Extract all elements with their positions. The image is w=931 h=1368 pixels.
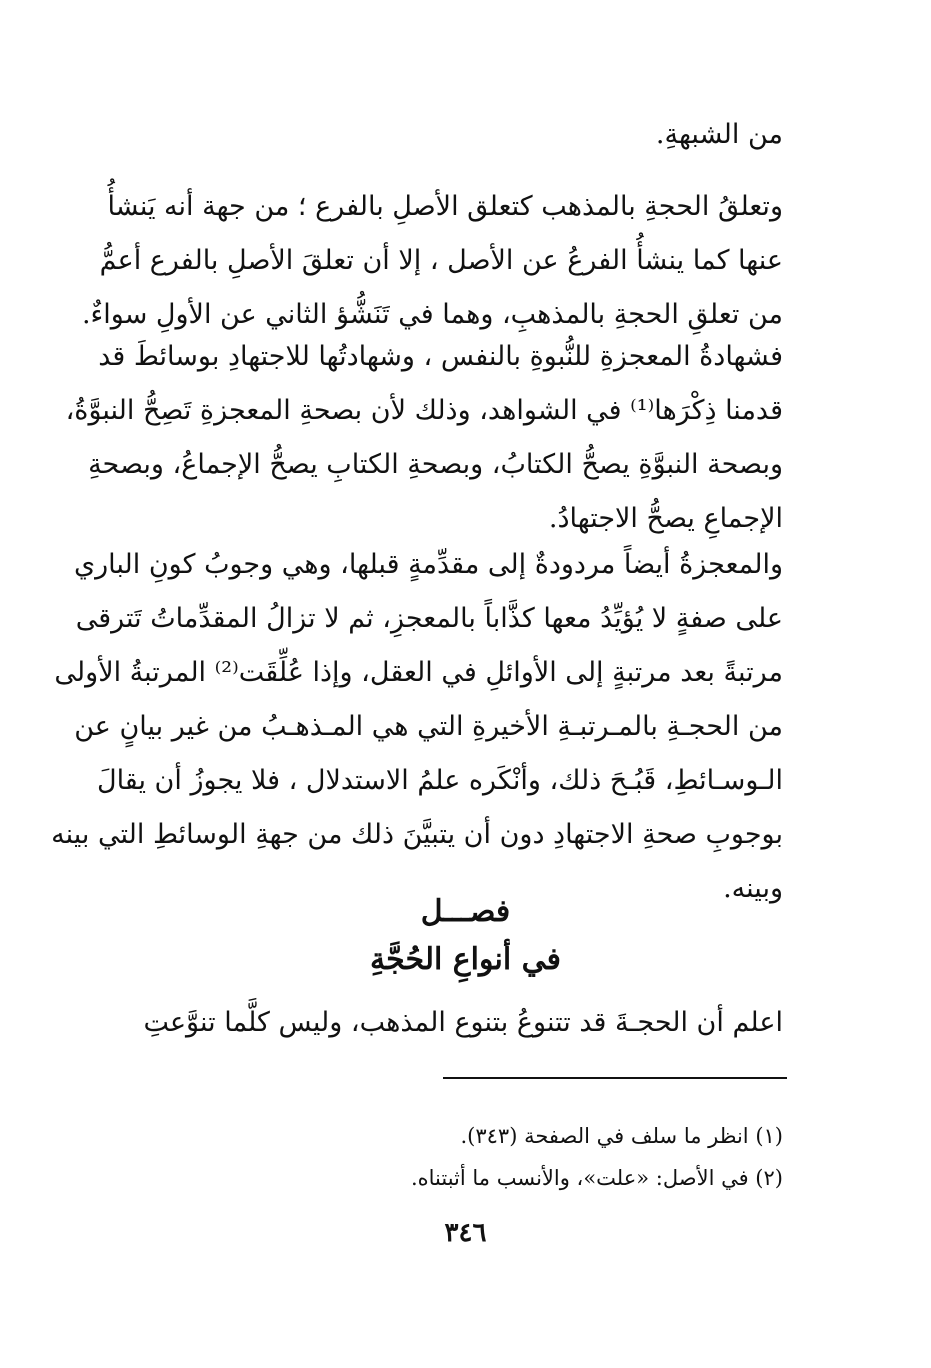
text-line: وبصحة النبوَّةِ يصحُّ الكتابُ، وبصحةِ الكتابِ يصحُّ الإجماعُ، وبصحةِ xyxy=(88,449,783,480)
text-line: مرتبةً بعد مرتبةٍ إلى الأوائلِ في العقل، وإذا عُلِّقَت⁽²⁾ المرتبةُ الأولى xyxy=(54,657,783,688)
text-line: فشهادةُ المعجزةِ للنُّبوةِ بالنفس ، وشهادتُها للاجتهادِ بوسائطَ قد xyxy=(98,341,783,372)
text-line: اعلم أن الحجـةَ قد تتنوعُ بتنوع المذهب، وليس كلَّما تنوَّعتِ xyxy=(143,1007,783,1038)
text-line: من الشبهةِ. xyxy=(655,119,783,150)
text-line: على صفةٍ لا يُؤيِّدُ معها كذَّاباً بالمعجزِ، ثم لا تزالُ المقدِّماتُ تَترقى xyxy=(75,603,783,634)
text-line: بوجوبِ صحةِ الاجتهادِ دون أن يتبيَّنَ ذلك من جهةِ الوسائطِ التي بينه xyxy=(51,819,783,850)
paragraph-5 xyxy=(111,996,783,1050)
page-number: ٣٤٦ xyxy=(444,1218,487,1248)
text-line: وبينه. xyxy=(723,873,783,904)
paragraph-1 xyxy=(111,108,783,162)
footnote-2: (٢) في الأصل: «علت»، والأنسب ما أثبتناه. xyxy=(410,1166,783,1190)
section-subtitle: في أنواعِ الحُجَّةِ xyxy=(370,942,561,977)
text-line: الـوسـائطِ، قَبُـحَ ذلك، وأنْكَره علمُ الاستدلال ، فلا يجوزُ أن يقالَ xyxy=(96,765,783,796)
text-line: قدمنا ذِكْرَها⁽¹⁾ في الشواهد، وذلك لأن بصحةِ المعجزةِ تَصِحُّ النبوَّةُ، xyxy=(65,395,783,426)
text-line: من الحجـةِ بالمـرتبـةِ الأخيرةِ التي هي المـذهـبُ من غير بيانٍ عن xyxy=(74,711,783,742)
text-line: الإجماعِ يصحُّ الاجتهادُ. xyxy=(548,503,783,534)
footnote-divider xyxy=(443,1077,787,1079)
paragraph-4 xyxy=(51,538,783,916)
section-title: فصـــل xyxy=(420,894,511,929)
text-line: وتعلقُ الحجةِ بالمذهب كتعلق الأصلِ بالفرع ؛ من جهة أنه يَنشأُ xyxy=(107,191,783,222)
paragraph-2 xyxy=(81,180,783,342)
text-line: عنها كما ينشأُ الفرعُ عن الأصل ، إلا أن تعلقَ الأصلِ بالفرع أعمُّ xyxy=(99,245,783,276)
paragraph-3 xyxy=(65,330,783,546)
text-line: والمعجزةُ أيضاً مردودةٌ إلى مقدِّمةٍ قبلها، وهي وجوبُ كونِ الباري xyxy=(74,549,783,580)
text-line: من تعلقِ الحجةِ بالمذهبِ، وهما في تَنَشُّؤ الثاني عن الأولِ سواءٌ. xyxy=(81,299,783,330)
footnote-1: (١) انظر ما سلف في الصفحة (٣٤٣). xyxy=(460,1124,783,1148)
